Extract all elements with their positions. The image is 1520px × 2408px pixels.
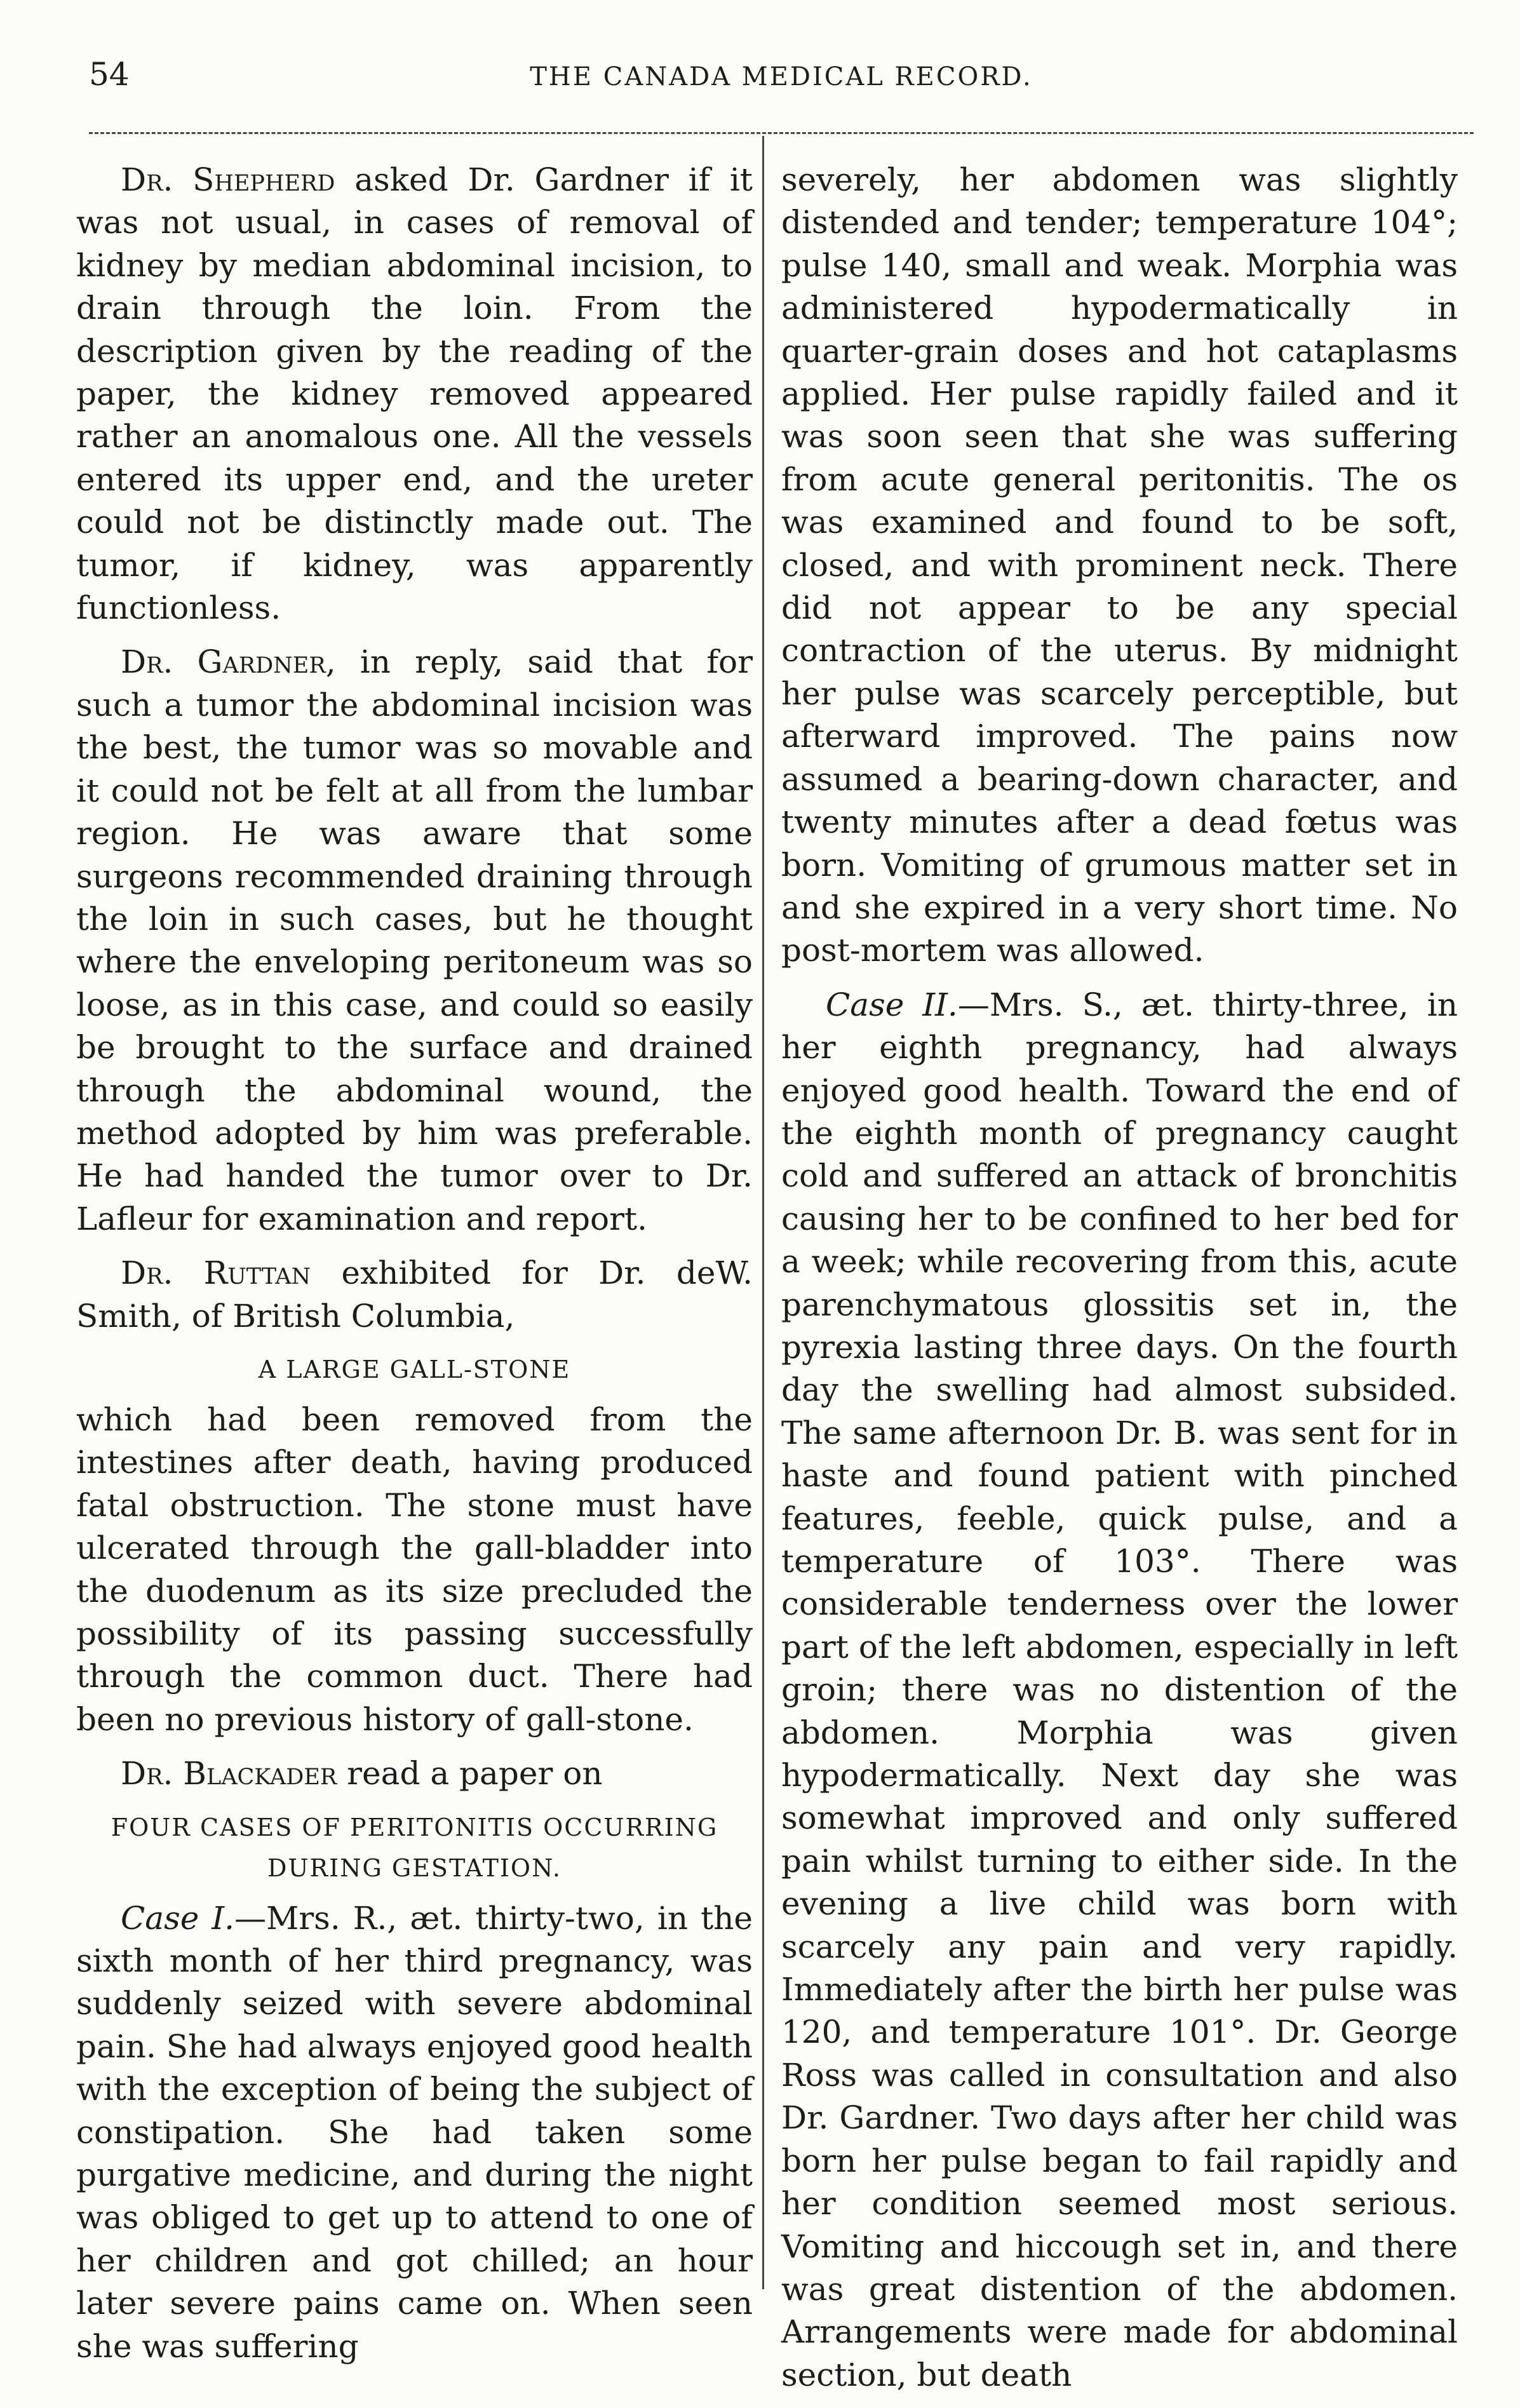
case-label: Case I. <box>121 1899 235 1937</box>
speaker-name: Dr. Gardner <box>121 643 326 681</box>
section-heading-gall-stone: A LARGE GALL-STONE <box>258 1355 571 1383</box>
paragraph-case-1-continued: severely, her abdomen was slightly distended and tender; temperature 104°; pulse 140, small and weak. Morphia was administered hypodermatically in quarter-grain doses and hot cataplasms applied. Her pulse rapidly failed and it was soon seen that she was suffering from acute general peritonitis. The os was examined and found to be soft, closed, and with prominent neck. There did not appear to be any special contraction of the uterus. By midnight her pulse was scarcely perceptible, but afterward improved. The pains now assumed a bearing-down character, and twenty minutes after a dead fœtus was born. Vomiting of grumous matter set in and she expired in a very short time. No post-mortem was allowed. <box>781 161 1458 969</box>
paragraph-text: —Mrs. R., æt. thirty-two, in the sixth month of her third pregnancy, was suddenly seized with severe abdominal pain. She had always enjoyed good health with the exception of being the subject of constipation. She had taken some purgative medicine, and during the night was obliged to get up to attend to one of her children and got chilled; an hour later severe pains came on. When seen she was suffering <box>76 1899 753 2365</box>
right-column <box>781 159 1458 2408</box>
page-header <box>89 56 1474 107</box>
paragraph-ruttan <box>76 1252 753 1338</box>
paragraph-case-1 <box>76 1897 753 2368</box>
paragraph-text: read a paper on <box>337 1755 603 1793</box>
speaker-name: Dr. Shepherd <box>121 161 335 198</box>
page-number: 54 <box>89 56 130 93</box>
paragraph-text: exhibited for Dr. deW. Smith, of British Columbia, <box>76 1254 753 1335</box>
paragraph-blackader <box>76 1752 753 1795</box>
left-column <box>76 159 753 2379</box>
paragraph-text: —Mrs. S., æt. thirty-three, in her eighth pregnancy, had always enjoyed good health. Toward the end of the eighth month of pregnancy caught cold and suffered an attack of bronchitis causing her to be confined to her bed for a week; while recovering from this, acute parenchymatous glossitis set in, the pyrexia lasting three days. On the fourth day the swelling had almost subsided. The same afternoon Dr. B. was sent for in haste and found patient with pinched features, feeble, quick pulse, and a temperature of 103°. There was considerable tenderness over the lower part of the left abdomen, especially in left groin; there was no distention of the abdomen. Morphia was given hypodermatically. Next day she was somewhat improved and only suffered pain whilst turning to either side. In the evening a live child was born with scarcely any pain and very rapidly. Immediately after the birth her pulse was 120, and temperature 101°. Dr. George Ross was called in consultation and also Dr. Gardner. Two days after her child was born her pulse began to fail rapidly and her condition seemed most serious. Vomiting and hiccough set in, and there was great distention of the abdomen. Arrangements were made for abdominal section, but death <box>781 986 1458 2393</box>
column-divider <box>762 136 764 2289</box>
speaker-name: Dr. Ruttan <box>121 1254 311 1292</box>
running-title: THE CANADA MEDICAL RECORD. <box>530 62 1033 91</box>
paragraph-text: asked Dr. Gardner if it was not usual, in cases of removal of kidney by median abdominal incision, to drain through the loin. From the description given by the reading of the paper, the kidney removed appeared rather an anomalous one. All the vessels entered its upper end, and the ureter could not be distinctly made out. The tumor, if kidney, was apparently functionless. <box>76 161 753 627</box>
speaker-name: Dr. Blackader <box>121 1755 337 1793</box>
paragraph-gardner <box>76 641 753 1241</box>
case-label: Case II. <box>826 986 958 1023</box>
section-heading-peritonitis: FOUR CASES OF PERITONITIS OCCURRING DURING GESTATION. <box>111 1813 718 1882</box>
paragraph-gall-stone: which had been removed from the intestines after death, having produced fatal obstruction. The stone must have ulcerated through the gall-bladder into the duodenum as its size precluded the possibility of its passing successfully through the common duct. There had been no previous history of gall-stone. <box>76 1401 753 1738</box>
paragraph-case-2 <box>781 984 1458 2397</box>
header-rule <box>89 132 1474 134</box>
paragraph-shepherd <box>76 159 753 629</box>
paragraph-text: , in reply, said that for such a tumor the abdominal incision was the best, the tumor was so movable and it could not be felt at all from the lumbar region. He was aware that some surgeons recommended draining through the loin in such cases, but he thought where the enveloping peritoneum was so loose, as in this case, and could so easily be brought to the surface and drained through the abdominal wound, the method adopted by him was preferable. He had handed the tumor over to Dr. Lafleur for examination and report. <box>76 643 753 1237</box>
